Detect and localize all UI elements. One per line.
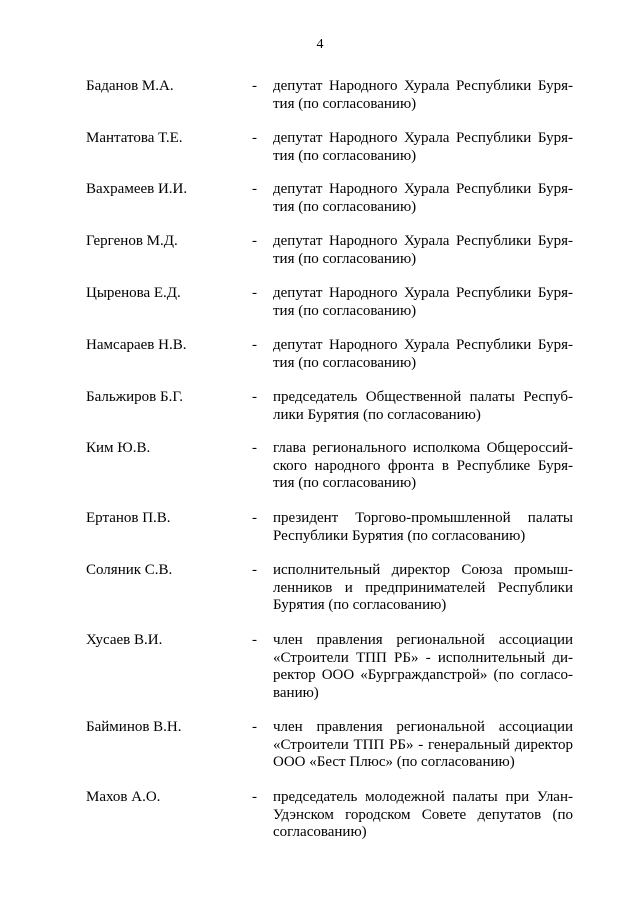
member-position — [273, 130, 573, 165]
position-line: исполнительный директор Союза промыш- — [273, 562, 573, 578]
separator-dash: - — [252, 389, 257, 405]
member-position — [273, 233, 573, 268]
member-position — [273, 440, 573, 493]
position-line: согласованию) — [273, 824, 367, 840]
separator-dash: - — [252, 233, 257, 249]
member-name: Баданов М.А. — [86, 78, 174, 94]
position-line: глава регионального исполкома Общероссий- — [273, 440, 573, 456]
separator-dash: - — [252, 562, 257, 578]
position-line: председатель молодежной палаты при Улан- — [273, 789, 573, 805]
position-line: Удэнском городском Совете депутатов (по — [273, 806, 573, 823]
member-name: Намсараев Н.В. — [86, 337, 187, 353]
separator-dash: - — [252, 337, 257, 353]
separator-dash: - — [252, 130, 257, 146]
position-line: лики Бурятия (по согласованию) — [273, 406, 481, 423]
member-name: Цыренова Е.Д. — [86, 285, 181, 301]
member-position — [273, 389, 573, 424]
member-name: Ким Ю.В. — [86, 440, 151, 456]
position-line: ректор ООО «Бурграждanстрой» (по согласо- — [273, 667, 573, 683]
member-position — [273, 632, 573, 702]
member-position — [273, 78, 573, 113]
position-line: ского народного фронта в Республике Буря- — [273, 457, 573, 474]
position-line: ванию) — [273, 684, 319, 701]
separator-dash: - — [252, 181, 257, 197]
page-number: 4 — [316, 37, 324, 52]
position-line: тия (по согласованию) — [273, 250, 417, 267]
position-line: член правления региональной ассоциации — [273, 719, 573, 735]
position-line: тия (по согласованию) — [273, 302, 417, 319]
position-line: председатель Общественной палаты Респуб- — [273, 389, 573, 405]
separator-dash: - — [252, 510, 257, 526]
position-line: депутат Народного Хурала Республики Буря- — [273, 233, 573, 249]
position-line: тия (по согласованию) — [273, 354, 417, 371]
member-name: Вахрамеев И.И. — [86, 181, 188, 197]
member-position — [273, 285, 573, 320]
position-line: депутат Народного Хурала Республики Буря- — [273, 130, 573, 146]
member-name: Байминов В.Н. — [86, 719, 182, 735]
position-line: тия (по согласованию) — [273, 475, 417, 491]
member-position — [273, 510, 573, 545]
separator-dash: - — [252, 285, 257, 301]
position-line: президент Торгово-промышленной палаты — [273, 510, 573, 526]
position-line: ленников и предпринимателей Республики — [273, 579, 573, 596]
separator-dash: - — [252, 440, 257, 456]
member-name: Мантатова Т.Е. — [86, 130, 183, 146]
position-line: депутат Народного Хурала Республики Буря- — [273, 181, 573, 197]
separator-dash: - — [252, 632, 257, 648]
member-name: Соляник С.В. — [86, 562, 173, 578]
position-line: Республики Бурятия (по согласованию) — [273, 527, 526, 544]
position-line: тия (по согласованию) — [273, 198, 417, 215]
member-name: Хусаев В.И. — [86, 632, 163, 648]
member-position — [273, 719, 573, 772]
position-line: депутат Народного Хурала Республики Буря- — [273, 78, 573, 94]
position-line: член правления региональной ассоциации — [273, 632, 573, 648]
member-name: Гергенов М.Д. — [86, 233, 178, 249]
position-line: «Строители ТПП РБ» - исполнительный ди- — [273, 649, 573, 666]
position-line: тия (по согласованию) — [273, 147, 417, 164]
member-position — [273, 337, 573, 372]
separator-dash: - — [252, 719, 257, 735]
member-name: Ертанов П.В. — [86, 510, 171, 526]
position-line: Бурятия (по согласованию) — [273, 597, 447, 613]
member-name: Махов А.О. — [86, 789, 161, 805]
separator-dash: - — [252, 789, 257, 805]
position-line: ООО «Бест Плюс» (по согласованию) — [273, 754, 515, 770]
position-line: депутат Народного Хурала Республики Буря- — [273, 285, 573, 301]
position-line: «Строители ТПП РБ» - генеральный директор — [273, 736, 573, 753]
position-line: тия (по согласованию) — [273, 95, 417, 112]
member-name: Бальжиров Б.Г. — [86, 389, 184, 405]
member-position — [273, 181, 573, 216]
member-position — [273, 562, 573, 615]
member-position — [273, 789, 573, 842]
separator-dash: - — [252, 78, 257, 94]
position-line: депутат Народного Хурала Республики Буря- — [273, 337, 573, 353]
